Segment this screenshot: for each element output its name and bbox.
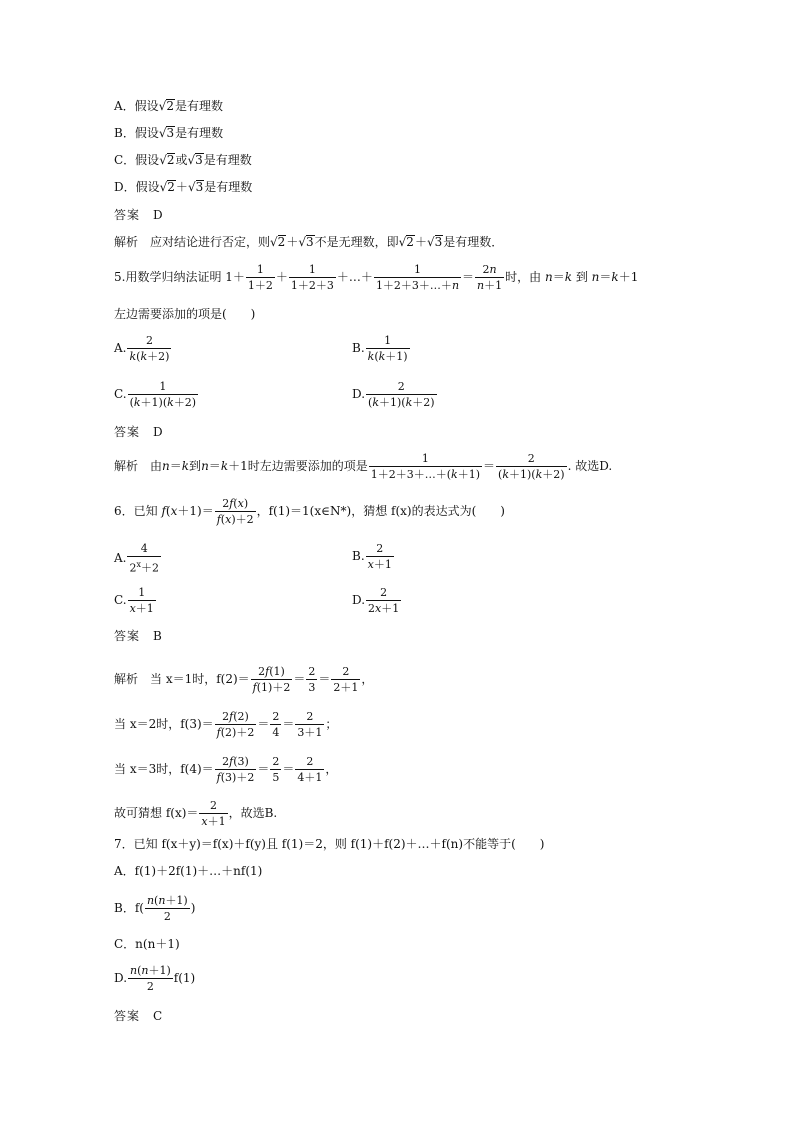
q7-option-a: A．f(1)＋2f(1)＋…＋nf(1) bbox=[114, 864, 263, 878]
q4-option-d: D．假设√2＋√3是有理数 bbox=[114, 180, 253, 194]
q6-option-c: C. $\frac{1}{x+1}$ bbox=[114, 586, 154, 615]
q5-explanation: 解析 由n＝k到n＝k＋1时左边需要添加的项是 $\frac{1}{1+2+3+\dots+(k+1)}$ ＝ $\frac{2}{(k+1)(k+2)}$ . 故选D. bbox=[114, 452, 613, 481]
q4-option-c: C．假设√2或√3是有理数 bbox=[114, 153, 252, 167]
q6-stem: 6．已知 f(x＋1)＝ $\frac{2f(x)}{f(x)+2}$ ，f(1)＝1(x∈N*)，猜想 f(x)的表达式为( ) bbox=[114, 497, 505, 526]
q7-option-b: B．f( $\frac{n(n+1)}{2}$ ) bbox=[114, 894, 196, 923]
q6-answer: 答案 B bbox=[114, 629, 163, 643]
q5-answer: 答案 D bbox=[114, 425, 164, 439]
q6-explanation-3: 当 x＝3时，f(4)＝ $\frac{2f(3)}{f(3)+2}$ ＝ $\frac{2}{5}$ ＝ $\frac{2}{4+1}$ ， bbox=[114, 755, 338, 784]
q5-stem: 5.用数学归纳法证明 1＋ $\frac{1}{1+2}$ ＋ $\frac{1}{1+2+3}$ ＋…＋ $\frac{1}{1+2+3+\dots+n}$ ＝ $\frac{2n}{n+1}$ 时，由 n＝k 到 n＝k＋1 bbox=[114, 263, 639, 292]
q7-option-c: C．n(n＋1) bbox=[114, 937, 180, 951]
q5-option-d: D. $\frac{2}{(k+1)(k+2)}$ bbox=[352, 380, 435, 409]
q7-stem: 7．已知 f(x＋y)＝f(x)＋f(y)且 f(1)＝2，则 f(1)＋f(2)＋…＋f(n)不能等于( ) bbox=[114, 837, 545, 851]
q6-option-b: B. $\frac{2}{x+1}$ bbox=[352, 542, 392, 571]
q7-answer: 答案 C bbox=[114, 1009, 164, 1023]
q6-option-d: D. $\frac{2}{2x+1}$ bbox=[352, 586, 400, 615]
q4-option-b: B．假设√3是有理数 bbox=[114, 126, 224, 140]
q7-option-d: D. $\frac{n(n+1)}{2}$ f(1) bbox=[114, 964, 196, 993]
q5-option-a: A. $\frac{2}{k(k+2)}$ bbox=[114, 334, 170, 363]
q6-option-a: A. $\frac{4}{2^x+2}$ bbox=[114, 542, 159, 575]
q6-explanation-4: 故可猜想 f(x)＝ $\frac{2}{x+1}$ ，故选B. bbox=[114, 799, 278, 828]
q4-option-a: A．假设√2是有理数 bbox=[114, 99, 223, 113]
q4-answer: 答案 D bbox=[114, 208, 164, 222]
q5-option-b: B. $\frac{1}{k(k+1)}$ bbox=[352, 334, 408, 363]
q6-explanation-2: 当 x＝2时，f(3)＝ $\frac{2f(2)}{f(2)+2}$ ＝ $\frac{2}{4}$ ＝ $\frac{2}{3+1}$ ； bbox=[114, 710, 338, 739]
q5-stem-tail: 左边需要添加的项是( ) bbox=[114, 307, 256, 321]
q6-explanation-1: 解析 当 x＝1时，f(2)＝ $\frac{2f(1)}{f(1)+2}$ ＝ $\frac{2}{3}$ ＝ $\frac{2}{2+1}$ ， bbox=[114, 665, 374, 694]
q4-explanation: 解析 应对结论进行否定，则√2＋√3不是无理数，即√2＋√3是有理数． bbox=[114, 235, 504, 249]
q5-option-c: C. $\frac{1}{(k+1)(k+2)}$ bbox=[114, 380, 197, 409]
